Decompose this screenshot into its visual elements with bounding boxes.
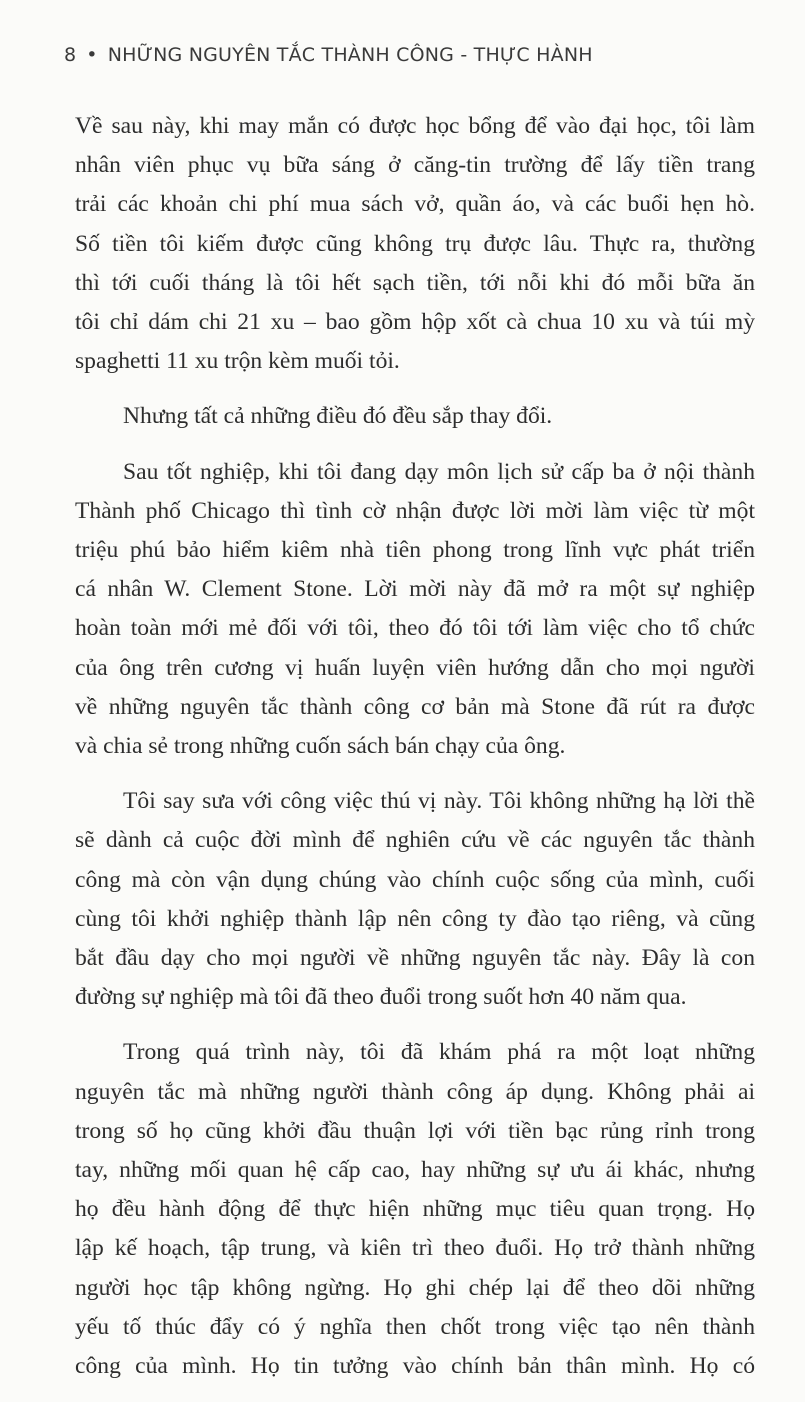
text-line: Tôi say sưa với công việc thú vị này. Tôi không những hạ lời thề xyxy=(123,788,755,815)
text-line: bắt đầu dạy cho mọi người về những nguyên tắc này. Đây là con xyxy=(75,945,755,972)
text-line: spaghetti 11 xu trộn kèm muối tỏi. xyxy=(75,348,400,375)
header-bullet: • xyxy=(86,44,98,66)
paragraph xyxy=(75,107,755,381)
text-line: tay, những mối quan hệ cấp cao, hay những sự ưu ái khác, nhưng xyxy=(75,1157,755,1184)
text-line: người học tập không ngừng. Họ ghi chép lại để theo dõi những xyxy=(75,1274,755,1301)
running-header xyxy=(64,44,593,66)
text-line: cùng tôi khởi nghiệp thành lập nên công ty đào tạo riêng, và cũng xyxy=(75,905,755,932)
text-line: đường sự nghiệp mà tôi đã theo đuổi trong suốt hơn 40 năm qua. xyxy=(75,984,687,1011)
text-line: nguyên tắc mà những người thành công áp dụng. Không phải ai xyxy=(75,1078,755,1105)
text-line: nhân viên phục vụ bữa sáng ở căng-tin trường để lấy tiền trang xyxy=(75,152,755,179)
paragraph xyxy=(75,1033,755,1386)
body-text xyxy=(75,107,755,1402)
paragraph xyxy=(75,453,755,767)
text-line: Số tiền tôi kiếm được cũng không trụ được lâu. Thực ra, thường xyxy=(75,230,755,257)
book-title: NHỮNG NGUYÊN TẮC THÀNH CÔNG - THỰC HÀNH xyxy=(107,44,593,66)
text-line: trong số họ cũng khởi đầu thuận lợi với tiền bạc rủng rỉnh trong xyxy=(75,1117,755,1144)
text-line: lập kế hoạch, tập trung, và kiên trì theo đuổi. Họ trở thành những xyxy=(75,1235,755,1262)
text-line: Nhưng tất cả những điều đó đều sắp thay đổi. xyxy=(123,403,553,430)
text-line: sẽ dành cả cuộc đời mình để nghiên cứu về các nguyên tắc thành xyxy=(75,827,755,854)
text-line: công mà còn vận dụng chúng vào chính cuộc sống của mình, cuối xyxy=(75,866,755,893)
text-line: Về sau này, khi may mắn có được học bổng để vào đại học, tôi làm xyxy=(75,113,755,139)
text-line: yếu tố thúc đẩy có ý nghĩa then chốt trong việc tạo nên thành xyxy=(75,1313,755,1340)
text-line: thì tới cuối tháng là tôi hết sạch tiền, tới nỗi khi đó mỗi bữa ăn xyxy=(75,269,755,296)
text-line: Sau tốt nghiệp, khi tôi đang dạy môn lịch sử cấp ba ở nội thành xyxy=(123,458,755,485)
page-number: 8 xyxy=(64,44,77,66)
text-line: cá nhân W. Clement Stone. Lời mời này đã mở ra một sự nghiệp xyxy=(75,576,755,603)
text-line: họ đều hành động để thực hiện những mục tiêu quan trọng. Họ xyxy=(75,1196,755,1223)
text-line: trải các khoản chi phí mua sách vở, quần áo, và các buổi hẹn hò. xyxy=(75,191,755,218)
paragraph xyxy=(75,782,755,1017)
text-line: về những nguyên tắc thành công cơ bản mà Stone đã rút ra được xyxy=(75,693,755,720)
text-line: của ông trên cương vị huấn luyện viên hướng dẫn cho mọi người xyxy=(75,654,755,681)
text-line: Thành phố Chicago thì tình cờ nhận được lời mời làm việc từ một xyxy=(75,497,755,524)
paragraph xyxy=(75,397,755,436)
text-line: tôi chỉ dám chi 21 xu – bao gồm hộp xốt cà chua 10 xu và túi mỳ xyxy=(75,309,755,336)
text-line: hoàn toàn mới mẻ đối với tôi, theo đó tôi tới làm việc cho tổ chức xyxy=(75,615,755,642)
text-line: Trong quá trình này, tôi đã khám phá ra một loạt những xyxy=(123,1039,755,1066)
text-line: và chia sẻ trong những cuốn sách bán chạy của ông. xyxy=(75,733,566,760)
text-line: công của mình. Họ tin tưởng vào chính bản thân mình. Họ có xyxy=(75,1353,755,1380)
text-line: triệu phú bảo hiểm kiêm nhà tiên phong trong lĩnh vực phát triển xyxy=(75,537,755,564)
